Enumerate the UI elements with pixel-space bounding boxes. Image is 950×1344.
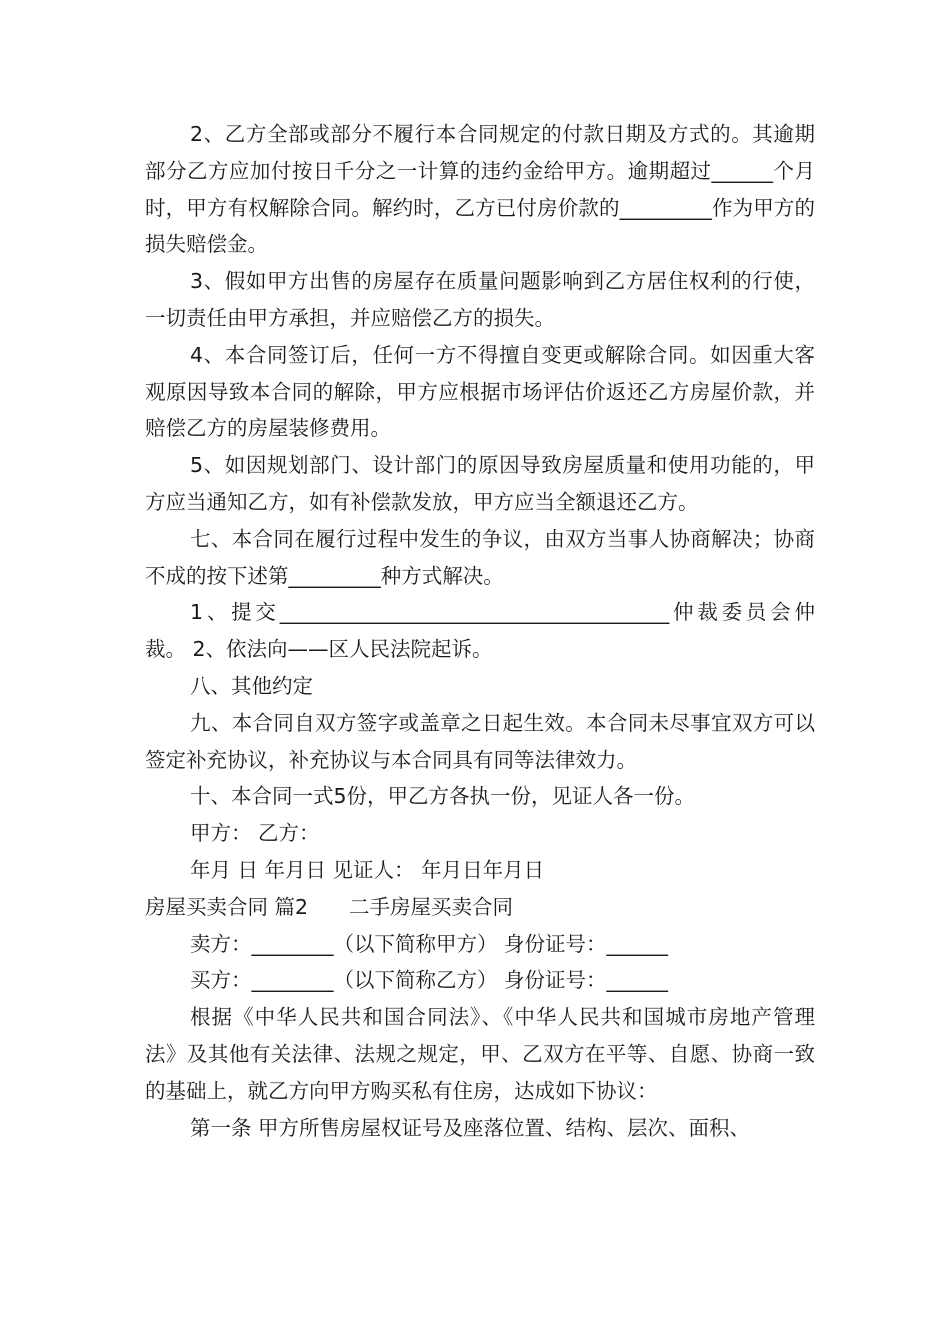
section-10-copies: 十、本合同一式5份，甲乙方各执一份，见证人各一份。 xyxy=(190,784,696,809)
section-7-disputes: 七、本合同在履行过程中发生的争议，由双方当事人协商解决；协商不成的按下述第_________种方式解决。 xyxy=(145,526,815,588)
signature-dates: 年月 日 年月日 见证人： 年月日年月日 xyxy=(190,857,545,882)
contract-2-title: 房屋买卖合同 篇2 二手房屋买卖合同 xyxy=(145,894,514,919)
dispute-options: 1、提交______________________________________仲裁委员会仲裁。 2、依法向——区人民法院起诉。 xyxy=(145,600,815,662)
seller-line: 卖方：________（以下简称甲方） 身份证号：______ xyxy=(190,931,669,956)
article-1: 第一条 甲方所售房屋权证号及座落位置、结构、层次、面积、 xyxy=(190,1115,751,1140)
document-body xyxy=(145,116,815,1146)
preamble: 根据《中华人民共和国合同法》、《中华人民共和国城市房地产管理法》及其他有关法律、法规之规定，甲、乙双方在平等、自愿、协商一致的基础上，就乙方向甲方购买私有住房，达成如下协议： xyxy=(145,1005,815,1103)
clause-3-quality: 3、假如甲方出售的房屋存在质量问题影响到乙方居住权利的行使，一切责任由甲方承担，并应赔偿乙方的损失。 xyxy=(145,269,815,330)
buyer-line: 买方：________（以下简称乙方） 身份证号：______ xyxy=(190,968,669,993)
clause-4-termination: 4、本合同签订后，任何一方不得擅自变更或解除合同。如因重大客观原因导致本合同的解除，甲方应根据市场评估价返还乙方房屋价款，并赔偿乙方的房屋装修费用。 xyxy=(145,342,815,441)
clause-5-planning: 5、如因规划部门、设计部门的原因导致房屋质量和使用功能的，甲方应当通知乙方，如有补偿款发放，甲方应当全额退还乙方。 xyxy=(145,453,815,514)
signature-parties: 甲方： 乙方： xyxy=(190,821,320,846)
section-8-other: 八、其他约定 xyxy=(190,673,313,698)
clause-2-late-payment: 2、乙方全部或部分不履行本合同规定的付款日期及方式的。其逾期部分乙方应加付按日千分之一计算的违约金给甲方。逾期超过______个月时，甲方有权解除合同。解约时，乙方已付房价款的_________作为甲方的损失赔偿金。 xyxy=(145,122,815,257)
section-9-effective: 九、本合同自双方签字或盖章之日起生效。本合同未尽事宜双方可以签定补充协议，补充协议与本合同具有同等法律效力。 xyxy=(145,710,815,772)
